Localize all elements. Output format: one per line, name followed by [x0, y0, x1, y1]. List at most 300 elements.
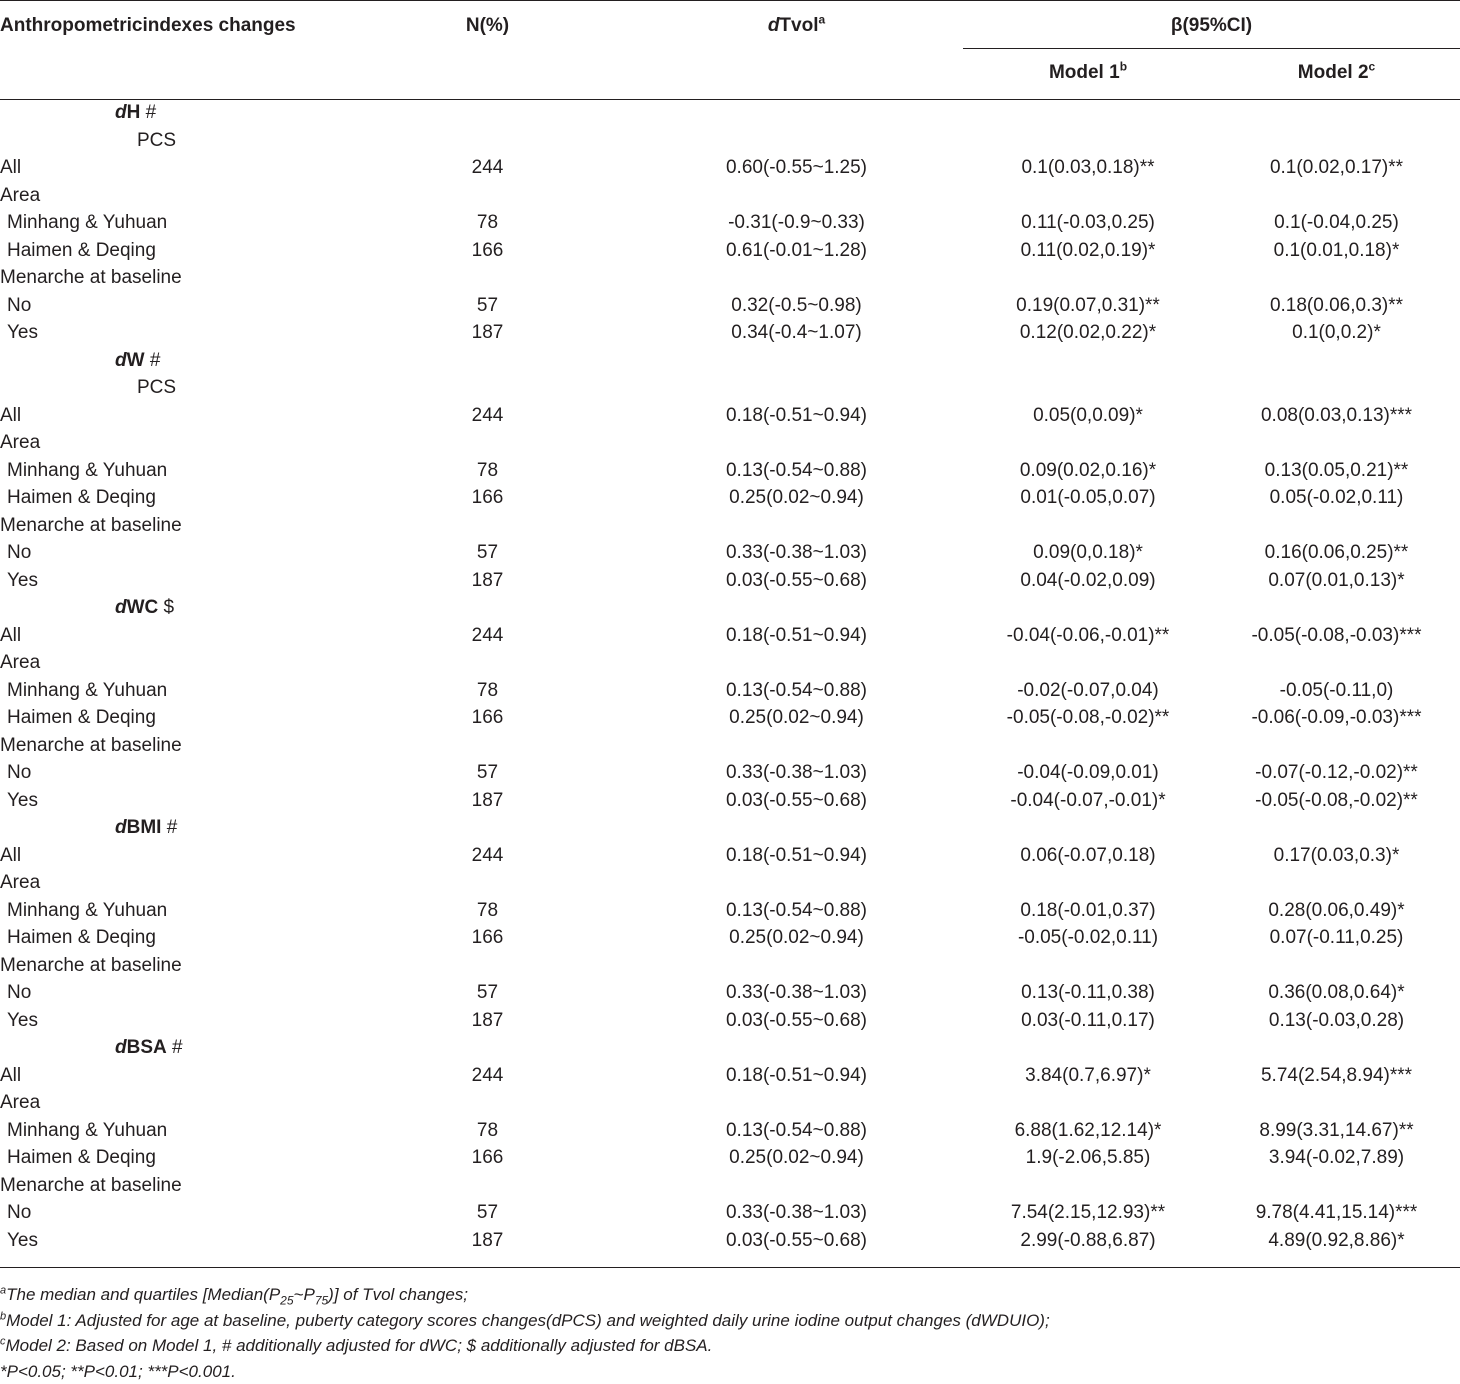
- cell-dtvol: 0.33(-0.38~1.03): [630, 539, 963, 567]
- cell-model2: [1213, 869, 1460, 897]
- table-row: [0, 897, 1460, 925]
- cell-dtvol: [630, 512, 963, 540]
- cell-dtvol: [630, 374, 963, 402]
- row-label: Menarche at baseline: [0, 1172, 345, 1200]
- cell-dtvol: [630, 429, 963, 457]
- row-label: PCS: [0, 127, 345, 155]
- cell-n: [345, 814, 630, 842]
- cell-n: 57: [345, 1199, 630, 1227]
- footnote-a-sub1: 25: [280, 1293, 293, 1307]
- cell-n: [345, 512, 630, 540]
- cell-n: [345, 869, 630, 897]
- section-prefix: d: [115, 597, 127, 618]
- table-row: [0, 1172, 1460, 1200]
- cell-n: 244: [345, 842, 630, 870]
- cell-model2: 5.74(2.54,8.94)***: [1213, 1062, 1460, 1090]
- row-label: All: [0, 622, 345, 650]
- table-row: [0, 649, 1460, 677]
- table-row: [0, 539, 1460, 567]
- table-body: [0, 99, 1460, 1254]
- cell-model2: [1213, 182, 1460, 210]
- row-label: No: [0, 292, 345, 320]
- section-label: [115, 350, 145, 371]
- header-dtvol-sup: a: [818, 13, 825, 27]
- cell-model1: 0.09(0,0.18)*: [963, 539, 1213, 567]
- cell-n: [345, 732, 630, 760]
- cell-n: 78: [345, 677, 630, 705]
- cell-n: [345, 594, 630, 622]
- cell-model2: 0.1(0.01,0.18)*: [1213, 237, 1460, 265]
- cell-n: 166: [345, 237, 630, 265]
- header-model2-sup: c: [1369, 60, 1376, 74]
- table-row: [0, 732, 1460, 760]
- cell-model1: [963, 732, 1213, 760]
- table-row: [0, 154, 1460, 182]
- cell-model1: [963, 649, 1213, 677]
- row-label: Haimen & Deqing: [0, 924, 345, 952]
- footnote-c: [0, 1333, 1460, 1359]
- cell-dtvol: [630, 347, 963, 375]
- cell-dtvol: [630, 1172, 963, 1200]
- header-dtvol-main: Tvol: [779, 15, 818, 36]
- cell-model2: 0.28(0.06,0.49)*: [1213, 897, 1460, 925]
- cell-dtvol: [630, 952, 963, 980]
- cell-model2: [1213, 99, 1460, 127]
- cell-model2: 0.08(0.03,0.13)***: [1213, 402, 1460, 430]
- cell-dtvol: 0.18(-0.51~0.94): [630, 842, 963, 870]
- cell-model1: 0.18(-0.01,0.37): [963, 897, 1213, 925]
- table-row: [0, 1062, 1460, 1090]
- cell-n: [345, 99, 630, 127]
- cell-n: 187: [345, 787, 630, 815]
- section-prefix: d: [115, 350, 127, 371]
- cell-n: 78: [345, 1117, 630, 1145]
- section-main: WC: [127, 597, 159, 618]
- cell-dtvol: 0.18(-0.51~0.94): [630, 1062, 963, 1090]
- cell-model2: -0.05(-0.08,-0.02)**: [1213, 787, 1460, 815]
- row-label: Area: [0, 1089, 345, 1117]
- cell-model1: 0.01(-0.05,0.07): [963, 484, 1213, 512]
- table-row: [0, 1227, 1460, 1255]
- table-row: [0, 842, 1460, 870]
- table-row: [0, 759, 1460, 787]
- cell-n: 57: [345, 292, 630, 320]
- section-mark: #: [161, 817, 177, 838]
- section-main: H: [127, 102, 141, 123]
- table-row: [0, 99, 1460, 127]
- section-prefix: d: [115, 817, 127, 838]
- cell-dtvol: 0.18(-0.51~0.94): [630, 622, 963, 650]
- cell-model1: 3.84(0.7,6.97)*: [963, 1062, 1213, 1090]
- cell-n: [345, 1034, 630, 1062]
- row-label: Haimen & Deqing: [0, 704, 345, 732]
- table-row: [0, 594, 1460, 622]
- cell-dtvol: [630, 264, 963, 292]
- footnote-b-sup: b: [0, 1310, 6, 1322]
- footnote-c-sup: c: [0, 1335, 6, 1347]
- row-label: Yes: [0, 1007, 345, 1035]
- cell-model2: -0.07(-0.12,-0.02)**: [1213, 759, 1460, 787]
- table-row: [0, 484, 1460, 512]
- cell-dtvol: [630, 732, 963, 760]
- footnote-p: *P<0.05; **P<0.01; ***P<0.001.: [0, 1359, 1460, 1384]
- cell-model2: [1213, 814, 1460, 842]
- section-main: BMI: [127, 817, 162, 838]
- cell-n: 244: [345, 622, 630, 650]
- cell-model2: [1213, 512, 1460, 540]
- row-label: Area: [0, 182, 345, 210]
- row-label: Yes: [0, 319, 345, 347]
- cell-model2: 0.13(0.05,0.21)**: [1213, 457, 1460, 485]
- row-label: All: [0, 402, 345, 430]
- table-row: [0, 924, 1460, 952]
- header-model1-label: Model 1: [1049, 62, 1120, 83]
- cell-n: 57: [345, 539, 630, 567]
- row-label: No: [0, 539, 345, 567]
- section-mark: #: [140, 102, 156, 123]
- cell-model1: 1.9(-2.06,5.85): [963, 1144, 1213, 1172]
- row-label: Minhang & Yuhuan: [0, 677, 345, 705]
- cell-model2: [1213, 732, 1460, 760]
- footnote-a: [0, 1282, 1460, 1308]
- cell-model1: 0.09(0.02,0.16)*: [963, 457, 1213, 485]
- table-row: [0, 374, 1460, 402]
- table-row: [0, 704, 1460, 732]
- cell-model1: [963, 869, 1213, 897]
- header-model2: [1213, 49, 1460, 99]
- cell-dtvol: 0.03(-0.55~0.68): [630, 1227, 963, 1255]
- cell-dtvol: 0.18(-0.51~0.94): [630, 402, 963, 430]
- table-row: [0, 1117, 1460, 1145]
- row-label: No: [0, 979, 345, 1007]
- cell-model2: 0.18(0.06,0.3)**: [1213, 292, 1460, 320]
- cell-model1: 0.04(-0.02,0.09): [963, 567, 1213, 595]
- row-label: Haimen & Deqing: [0, 1144, 345, 1172]
- cell-n: [345, 182, 630, 210]
- row-label: All: [0, 1062, 345, 1090]
- table-row: [0, 182, 1460, 210]
- row-label: [0, 1034, 345, 1062]
- cell-n: 244: [345, 154, 630, 182]
- cell-model1: [963, 127, 1213, 155]
- cell-model1: [963, 814, 1213, 842]
- section-label: [115, 597, 158, 618]
- cell-model1: 2.99(-0.88,6.87): [963, 1227, 1213, 1255]
- cell-model1: [963, 594, 1213, 622]
- cell-model2: [1213, 649, 1460, 677]
- cell-n: [345, 649, 630, 677]
- cell-n: 244: [345, 402, 630, 430]
- cell-n: [345, 127, 630, 155]
- row-label: Menarche at baseline: [0, 732, 345, 760]
- cell-model2: 8.99(3.31,14.67)**: [1213, 1117, 1460, 1145]
- row-label: Yes: [0, 567, 345, 595]
- header-beta-group: β(95%CI): [963, 0, 1460, 49]
- row-label: Minhang & Yuhuan: [0, 1117, 345, 1145]
- cell-n: 187: [345, 1227, 630, 1255]
- row-label: Menarche at baseline: [0, 952, 345, 980]
- cell-model1: -0.04(-0.07,-0.01)*: [963, 787, 1213, 815]
- cell-n: 57: [345, 759, 630, 787]
- cell-dtvol: [630, 1089, 963, 1117]
- table-row: [0, 429, 1460, 457]
- footnote-b-text: Model 1: Adjusted for age at baseline, puberty category scores changes(dPCS) and weighted daily urine iodine output changes (dWDUIO);: [6, 1311, 1050, 1330]
- table-row: [0, 814, 1460, 842]
- cell-model2: 0.05(-0.02,0.11): [1213, 484, 1460, 512]
- table-row: [0, 622, 1460, 650]
- cell-model2: -0.05(-0.11,0): [1213, 677, 1460, 705]
- cell-dtvol: [630, 814, 963, 842]
- section-mark: #: [145, 350, 161, 371]
- table-row: [0, 264, 1460, 292]
- header-dtvol: [630, 0, 963, 49]
- cell-model1: 6.88(1.62,12.14)*: [963, 1117, 1213, 1145]
- cell-n: 78: [345, 457, 630, 485]
- table-row: [0, 567, 1460, 595]
- section-label: [115, 1037, 167, 1058]
- cell-model2: 9.78(4.41,15.14)***: [1213, 1199, 1460, 1227]
- cell-model1: 0.06(-0.07,0.18): [963, 842, 1213, 870]
- table-row: [0, 457, 1460, 485]
- cell-n: 166: [345, 484, 630, 512]
- cell-model2: 0.36(0.08,0.64)*: [1213, 979, 1460, 1007]
- cell-n: 187: [345, 1007, 630, 1035]
- section-label: [115, 102, 140, 123]
- cell-model2: 0.17(0.03,0.3)*: [1213, 842, 1460, 870]
- cell-model1: [963, 264, 1213, 292]
- cell-n: [345, 264, 630, 292]
- table-row: [0, 127, 1460, 155]
- section-prefix: d: [115, 1037, 127, 1058]
- cell-model2: 0.07(0.01,0.13)*: [1213, 567, 1460, 595]
- footnote-a-text1: The median and quartiles [Median(P: [6, 1285, 280, 1304]
- cell-n: 78: [345, 897, 630, 925]
- cell-model1: -0.04(-0.06,-0.01)**: [963, 622, 1213, 650]
- cell-model2: -0.05(-0.08,-0.03)***: [1213, 622, 1460, 650]
- footnote-a-sup: a: [0, 1284, 6, 1296]
- cell-model2: [1213, 264, 1460, 292]
- cell-model2: [1213, 1172, 1460, 1200]
- table-row: [0, 979, 1460, 1007]
- cell-model2: 4.89(0.92,8.86)*: [1213, 1227, 1460, 1255]
- table-row: [0, 512, 1460, 540]
- cell-n: 244: [345, 1062, 630, 1090]
- cell-n: 166: [345, 1144, 630, 1172]
- cell-model1: 0.11(0.02,0.19)*: [963, 237, 1213, 265]
- cell-n: 57: [345, 979, 630, 1007]
- cell-dtvol: 0.61(-0.01~1.28): [630, 237, 963, 265]
- cell-dtvol: -0.31(-0.9~0.33): [630, 209, 963, 237]
- cell-model1: [963, 952, 1213, 980]
- cell-dtvol: [630, 99, 963, 127]
- cell-dtvol: [630, 127, 963, 155]
- cell-model2: [1213, 347, 1460, 375]
- cell-model2: -0.06(-0.09,-0.03)***: [1213, 704, 1460, 732]
- cell-model2: 3.94(-0.02,7.89): [1213, 1144, 1460, 1172]
- cell-n: [345, 1172, 630, 1200]
- table-row: [0, 952, 1460, 980]
- cell-model2: [1213, 127, 1460, 155]
- cell-model2: [1213, 429, 1460, 457]
- cell-n: [345, 374, 630, 402]
- table-row: [0, 787, 1460, 815]
- header-dtvol-prefix: d: [768, 15, 780, 36]
- section-main: W: [127, 350, 145, 371]
- cell-model1: [963, 429, 1213, 457]
- cell-model2: 0.1(0.02,0.17)**: [1213, 154, 1460, 182]
- row-label: [0, 814, 345, 842]
- cell-dtvol: 0.13(-0.54~0.88): [630, 1117, 963, 1145]
- cell-dtvol: 0.13(-0.54~0.88): [630, 457, 963, 485]
- row-label: Minhang & Yuhuan: [0, 457, 345, 485]
- cell-n: [345, 347, 630, 375]
- header-anthropometric: Anthropometricindexes changes: [0, 0, 345, 49]
- cell-n: [345, 429, 630, 457]
- row-label: [0, 347, 345, 375]
- table-row: [0, 677, 1460, 705]
- cell-model1: 0.13(-0.11,0.38): [963, 979, 1213, 1007]
- table-row: [0, 292, 1460, 320]
- row-label: Haimen & Deqing: [0, 484, 345, 512]
- cell-model1: 0.05(0,0.09)*: [963, 402, 1213, 430]
- cell-dtvol: 0.03(-0.55~0.68): [630, 1007, 963, 1035]
- row-label: No: [0, 759, 345, 787]
- row-label: Menarche at baseline: [0, 512, 345, 540]
- header-model1-sup: b: [1120, 60, 1127, 74]
- section-prefix: d: [115, 102, 127, 123]
- footnote-a-text3: )] of Tvol changes;: [328, 1285, 468, 1304]
- cell-dtvol: 0.32(-0.5~0.98): [630, 292, 963, 320]
- cell-dtvol: 0.13(-0.54~0.88): [630, 897, 963, 925]
- cell-dtvol: 0.33(-0.38~1.03): [630, 759, 963, 787]
- header-n: N(%): [345, 0, 630, 49]
- row-label: PCS: [0, 374, 345, 402]
- section-mark: $: [158, 597, 174, 618]
- table-row: [0, 209, 1460, 237]
- row-label: Area: [0, 649, 345, 677]
- row-label: [0, 594, 345, 622]
- table-row: [0, 1199, 1460, 1227]
- table-bottom-rule: [0, 1267, 1460, 1268]
- cell-dtvol: 0.25(0.02~0.94): [630, 484, 963, 512]
- cell-model2: 0.07(-0.11,0.25): [1213, 924, 1460, 952]
- row-label: Haimen & Deqing: [0, 237, 345, 265]
- row-label: All: [0, 842, 345, 870]
- table-row: [0, 1144, 1460, 1172]
- cell-n: [345, 952, 630, 980]
- cell-dtvol: 0.60(-0.55~1.25): [630, 154, 963, 182]
- cell-model1: 0.03(-0.11,0.17): [963, 1007, 1213, 1035]
- cell-n: 187: [345, 319, 630, 347]
- footnote-a-sub2: 75: [315, 1293, 328, 1307]
- cell-model1: [963, 1172, 1213, 1200]
- cell-model1: [963, 512, 1213, 540]
- header-model1: [963, 49, 1213, 99]
- cell-n: 166: [345, 704, 630, 732]
- cell-model2: [1213, 1034, 1460, 1062]
- cell-model2: 0.1(0,0.2)*: [1213, 319, 1460, 347]
- cell-model1: 0.1(0.03,0.18)**: [963, 154, 1213, 182]
- cell-dtvol: 0.33(-0.38~1.03): [630, 979, 963, 1007]
- cell-model1: [963, 347, 1213, 375]
- cell-dtvol: 0.33(-0.38~1.03): [630, 1199, 963, 1227]
- cell-model1: 0.11(-0.03,0.25): [963, 209, 1213, 237]
- cell-dtvol: 0.03(-0.55~0.68): [630, 787, 963, 815]
- cell-model1: [963, 1089, 1213, 1117]
- footnotes: [0, 1282, 1460, 1384]
- cell-dtvol: [630, 182, 963, 210]
- row-label: Area: [0, 869, 345, 897]
- cell-dtvol: 0.25(0.02~0.94): [630, 924, 963, 952]
- cell-model2: [1213, 374, 1460, 402]
- table-row: [0, 869, 1460, 897]
- table-row: [0, 237, 1460, 265]
- cell-dtvol: [630, 649, 963, 677]
- cell-model1: [963, 374, 1213, 402]
- cell-model2: [1213, 1089, 1460, 1117]
- table-row: [0, 1089, 1460, 1117]
- footnote-c-text: Model 2: Based on Model 1, # additionally adjusted for dWC; $ additionally adjusted for dBSA.: [6, 1336, 713, 1355]
- cell-dtvol: 0.25(0.02~0.94): [630, 704, 963, 732]
- cell-model1: [963, 182, 1213, 210]
- cell-model1: [963, 1034, 1213, 1062]
- cell-n: 78: [345, 209, 630, 237]
- cell-model1: [963, 99, 1213, 127]
- section-main: BSA: [127, 1037, 167, 1058]
- cell-model1: -0.05(-0.08,-0.02)**: [963, 704, 1213, 732]
- table-row: [0, 1034, 1460, 1062]
- cell-model1: 0.19(0.07,0.31)**: [963, 292, 1213, 320]
- footnote-b: [0, 1308, 1460, 1334]
- cell-model1: -0.04(-0.09,0.01): [963, 759, 1213, 787]
- row-label: Menarche at baseline: [0, 264, 345, 292]
- cell-n: 166: [345, 924, 630, 952]
- cell-dtvol: [630, 1034, 963, 1062]
- footnote-a-text2: ~P: [294, 1285, 315, 1304]
- row-label: Minhang & Yuhuan: [0, 897, 345, 925]
- cell-model2: 0.13(-0.03,0.28): [1213, 1007, 1460, 1035]
- cell-model2: [1213, 594, 1460, 622]
- cell-model2: 0.1(-0.04,0.25): [1213, 209, 1460, 237]
- cell-dtvol: 0.13(-0.54~0.88): [630, 677, 963, 705]
- cell-dtvol: 0.34(-0.4~1.07): [630, 319, 963, 347]
- cell-model1: 0.12(0.02,0.22)*: [963, 319, 1213, 347]
- cell-dtvol: [630, 869, 963, 897]
- row-label: Minhang & Yuhuan: [0, 209, 345, 237]
- cell-model2: 0.16(0.06,0.25)**: [1213, 539, 1460, 567]
- cell-dtvol: 0.25(0.02~0.94): [630, 1144, 963, 1172]
- cell-model1: -0.05(-0.02,0.11): [963, 924, 1213, 952]
- row-label: Yes: [0, 1227, 345, 1255]
- cell-model2: [1213, 952, 1460, 980]
- cell-dtvol: 0.03(-0.55~0.68): [630, 567, 963, 595]
- row-label: No: [0, 1199, 345, 1227]
- row-label: Area: [0, 429, 345, 457]
- header-model2-label: Model 2: [1298, 62, 1369, 83]
- table-row: [0, 1007, 1460, 1035]
- table-row: [0, 402, 1460, 430]
- cell-n: [345, 1089, 630, 1117]
- cell-model1: -0.02(-0.07,0.04): [963, 677, 1213, 705]
- section-label: [115, 817, 161, 838]
- cell-model1: 7.54(2.15,12.93)**: [963, 1199, 1213, 1227]
- row-label: [0, 99, 345, 127]
- section-mark: #: [167, 1037, 183, 1058]
- cell-n: 187: [345, 567, 630, 595]
- cell-dtvol: [630, 594, 963, 622]
- table-row: [0, 319, 1460, 347]
- table-row: [0, 347, 1460, 375]
